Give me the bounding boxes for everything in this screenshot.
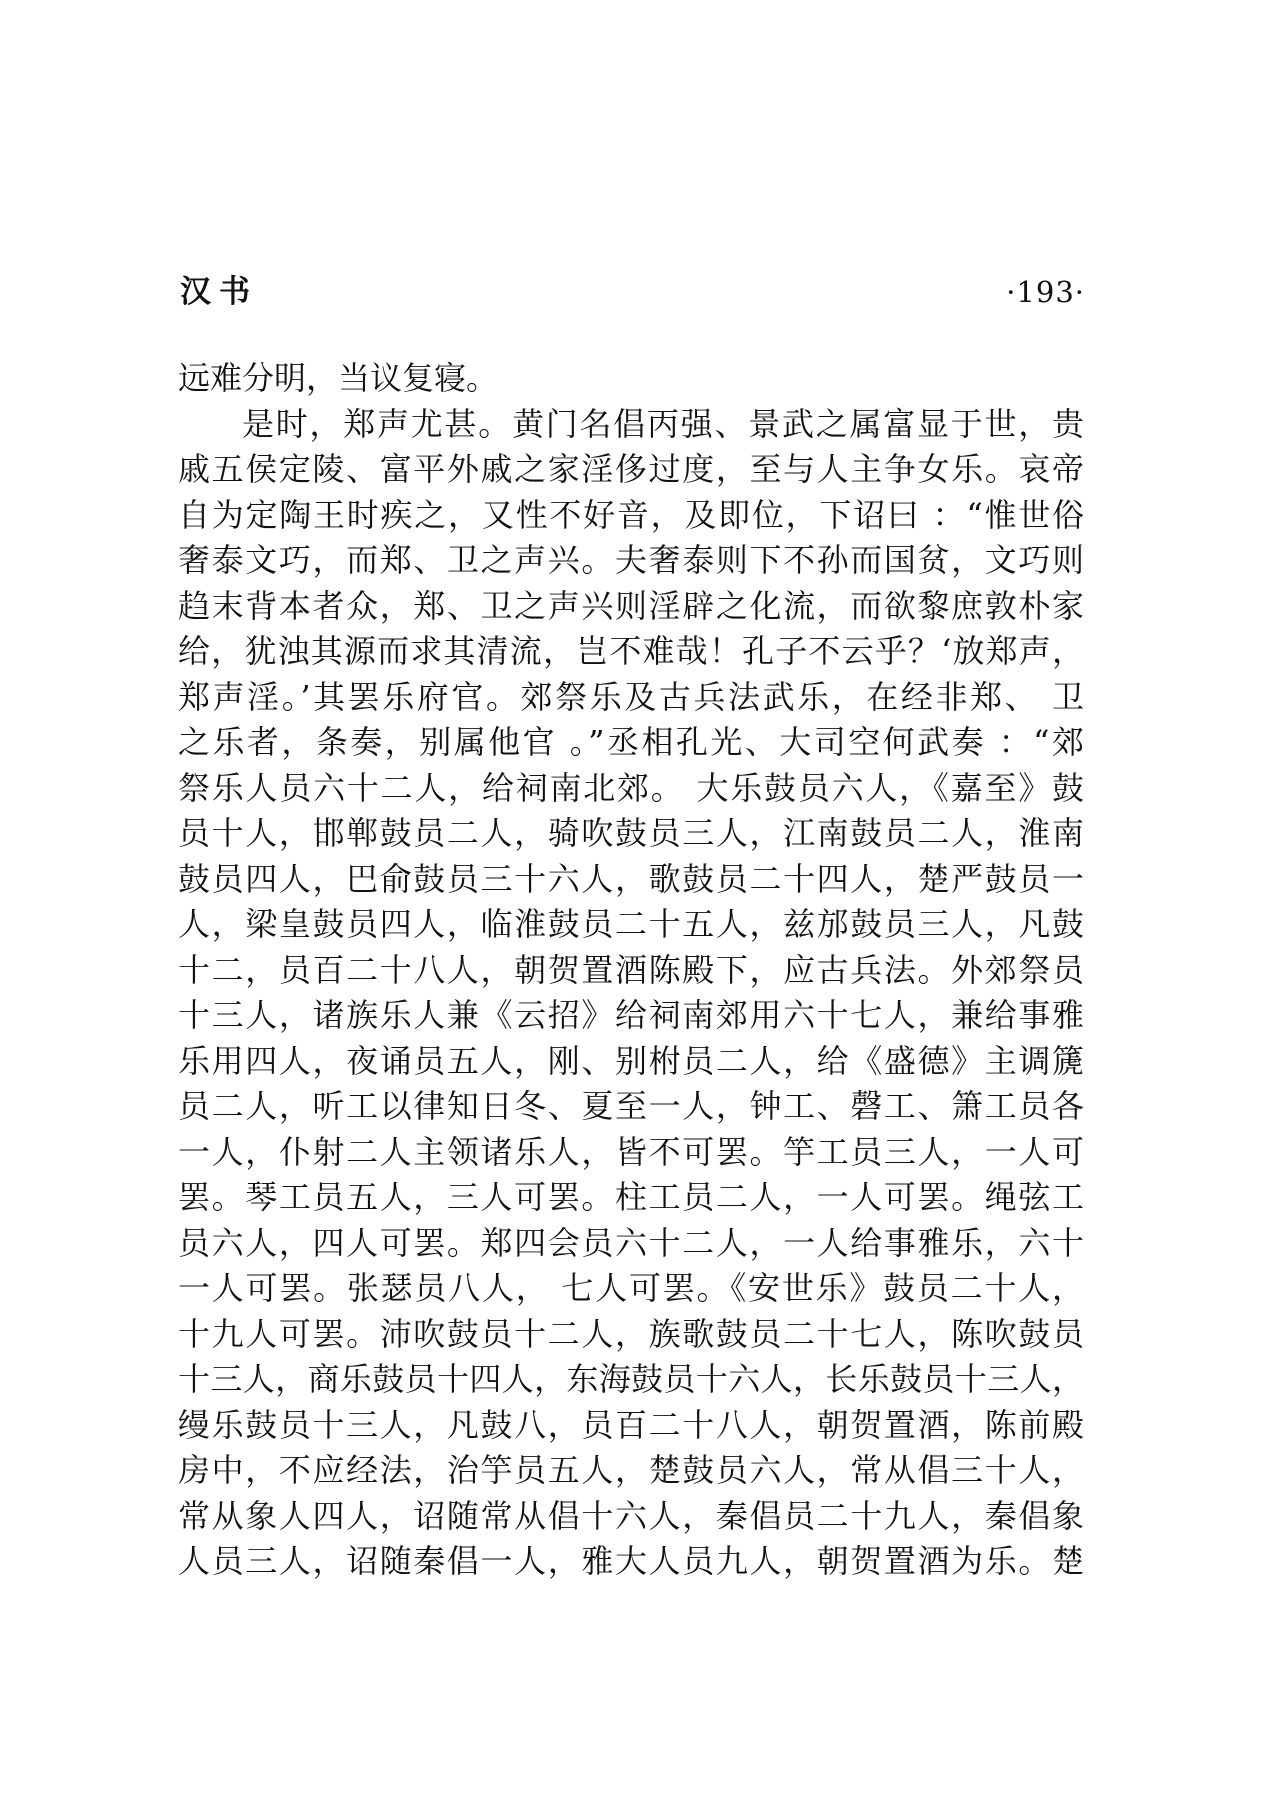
text-line: 鼓员四人，巴俞鼓员三十六人，歌鼓员二十四人，楚严鼓员一 bbox=[178, 859, 1084, 898]
text-line: 是时，郑声尤甚。黄门名倡丙强、景武之属富显于世，贵 bbox=[242, 404, 1084, 443]
text-line: 房中，不应经法，治竽员五人，楚鼓员六人，常从倡三十人， bbox=[178, 1451, 1084, 1489]
text-line: 员十人，邯郸鼓员二人，骑吹鼓员三人，江南鼓员二人，淮南 bbox=[178, 814, 1084, 852]
text-line: 罢。琴工员五人，三人可罢。柱工员二人，一人可罢。绳弦工 bbox=[178, 1178, 1084, 1216]
text-line: 一人，仆射二人主领诸乐人，皆不可罢。竽工员三人，一人可 bbox=[178, 1132, 1084, 1171]
text-line: 人，梁皇鼓员四人，临淮鼓员二十五人，兹邡鼓员三人，凡鼓 bbox=[178, 905, 1084, 943]
text-line: 祭乐人员六十二人，给祠南北郊。 大乐鼓员六人，《嘉至》鼓 bbox=[178, 768, 1084, 807]
text-line: 十三人，商乐鼓员十四人，东海鼓员十六人，长乐鼓员十三人， bbox=[178, 1360, 1084, 1398]
text-line: 员二人，听工以律知日冬、夏至一人，钟工、磬工、箫工员各 bbox=[178, 1087, 1084, 1125]
running-header bbox=[180, 270, 1085, 320]
text-line: 远难分明，当议复寝。 bbox=[178, 359, 499, 397]
text-line: 常从象人四人，诏随常从倡十六人，秦倡员二十九人，秦倡象 bbox=[178, 1496, 1084, 1535]
text-line: 缦乐鼓员十三人，凡鼓八，员百二十八人，朝贺置酒，陈前殿 bbox=[178, 1405, 1084, 1444]
body-text bbox=[178, 356, 1084, 1585]
text-line: 一人可罢。张瑟员八人， 七人可罢。《安世乐》鼓员二十人， bbox=[178, 1269, 1084, 1307]
text-line: 奢泰文巧，而郑、卫之声兴。夫奢泰则下不孙而国贫，文巧则 bbox=[178, 541, 1084, 579]
text-line: 郑声淫。’其罢乐府官。郊祭乐及古兵法武乐，在经非郑、 卫 bbox=[178, 677, 1084, 716]
text-line: 员六人，四人可罢。郑四会员六十二人，一人给事雅乐，六十 bbox=[178, 1223, 1084, 1262]
text-line: 趋末背本者众，郑、卫之声兴则淫辟之化流，而欲黎庶敦朴家 bbox=[178, 586, 1084, 625]
text-line: 自为定陶王时疾之，又性不好音，及即位，下诏曰 ：“惟世俗 bbox=[178, 495, 1084, 534]
text-line: 十九人可罢。沛吹鼓员十二人，族歌鼓员二十七人，陈吹鼓员 bbox=[178, 1314, 1084, 1353]
text-line: 乐用四人，夜诵员五人，刚、别柎员二人，给《盛德》主调篪 bbox=[178, 1041, 1084, 1080]
text-line: 给，犹浊其源而求其清流，岂不难哉！孔子不云乎？‘放郑声， bbox=[178, 632, 1084, 670]
book-title: 汉书 bbox=[180, 274, 258, 310]
text-line: 人员三人，诏随秦倡一人，雅大人员九人，朝贺置酒为乐。楚 bbox=[178, 1542, 1084, 1580]
text-line: 戚五侯定陵、富平外戚之家淫侈过度，至与人主争女乐。哀帝 bbox=[178, 450, 1084, 488]
text-line: 之乐者，条奏，别属他官 。”丞相孔光、大司空何武奏 ：“郊 bbox=[178, 723, 1084, 761]
text-line: 十三人，诸族乐人兼《云招》给祠南郊用六十七人，兼给事雅 bbox=[178, 996, 1084, 1034]
text-line: 十二，员百二十八人，朝贺置酒陈殿下，应古兵法。外郊祭员 bbox=[178, 950, 1084, 989]
page-number: ·193· bbox=[1006, 275, 1085, 309]
